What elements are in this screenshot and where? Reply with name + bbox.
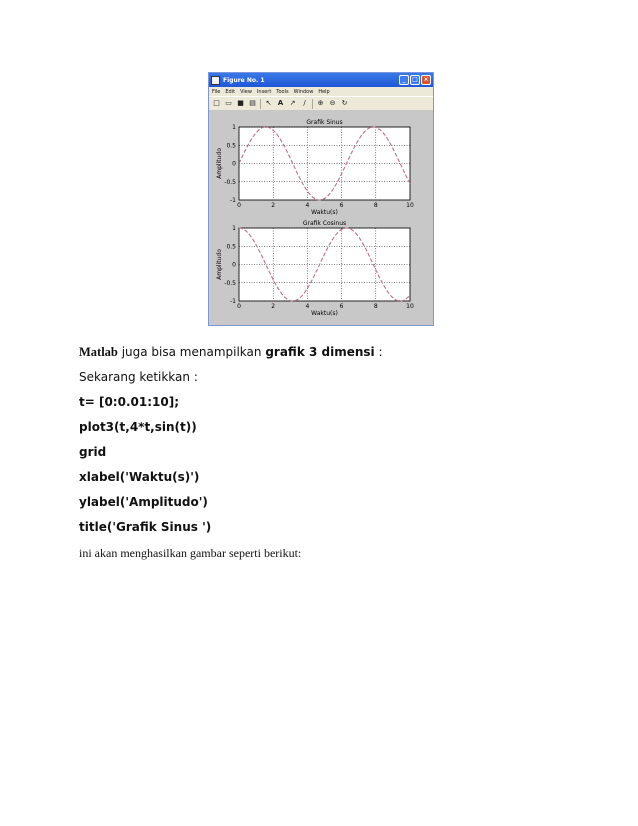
- x-axis-label: Waktu(s): [311, 310, 338, 317]
- code-line-2: plot3(t,4*t,sin(t)): [79, 420, 197, 434]
- code-line-3: grid: [79, 445, 107, 459]
- y-axis-label: Amplitudo: [216, 249, 223, 280]
- window-title: Figure No. 1: [223, 76, 265, 84]
- arrow-icon[interactable]: ↗: [289, 99, 296, 107]
- minimize-button[interactable]: _: [399, 75, 409, 85]
- close-button[interactable]: ×: [421, 75, 431, 85]
- plot-area: [209, 110, 433, 326]
- print-icon[interactable]: ▤: [249, 99, 256, 107]
- x-tick-label: 10: [406, 202, 414, 209]
- y-tick-label: 0: [232, 160, 236, 168]
- y-tick-label: 1: [232, 225, 236, 232]
- y-tick-label: 0.5: [226, 142, 236, 150]
- y-tick-label: -1: [230, 197, 236, 204]
- y-tick-label: -1: [230, 298, 236, 305]
- x-tick-label: 10: [406, 303, 414, 310]
- y-tick-label: 1: [232, 124, 236, 131]
- rotate-icon[interactable]: ↻: [341, 99, 348, 107]
- code-line-4: xlabel('Waktu(s)'): [79, 470, 200, 484]
- menu-view[interactable]: View: [240, 88, 252, 95]
- x-tick-label: 4: [305, 303, 310, 310]
- x-tick-label: 8: [373, 303, 378, 310]
- window-titlebar[interactable]: [209, 73, 433, 87]
- chart-title: Grafik Cosinus: [302, 220, 347, 227]
- code-line-5: ylabel('Amplitudo'): [79, 495, 208, 509]
- x-tick-label: 6: [339, 303, 344, 310]
- code-line-1: t= [0:0.01:10];: [79, 395, 179, 409]
- menu-tools[interactable]: Tools: [276, 88, 289, 95]
- x-tick-label: 2: [271, 202, 276, 209]
- x-tick-label: 0: [237, 303, 241, 310]
- maximize-button[interactable]: □: [410, 75, 420, 85]
- matlab-app-icon: [211, 76, 220, 85]
- pointer-icon[interactable]: ↖: [265, 99, 272, 107]
- chart-title: Grafik Sinus: [306, 119, 343, 126]
- text-icon[interactable]: A: [277, 99, 284, 107]
- closing-text: ini akan menghasilkan gambar seperti berikut:: [79, 546, 302, 560]
- zoom-out-icon[interactable]: ⊖: [329, 99, 336, 107]
- open-folder-icon[interactable]: ▭: [225, 99, 232, 107]
- figure-toolbar: [209, 96, 433, 111]
- menu-bar: [209, 87, 433, 96]
- sine-chart: [216, 119, 414, 216]
- y-tick-label: 0.5: [226, 243, 236, 251]
- y-axis-label: Amplitudo: [216, 148, 223, 179]
- intro-paragraph: [79, 345, 383, 360]
- y-tick-label: -0.5: [224, 279, 236, 287]
- new-file-icon[interactable]: □: [213, 99, 220, 107]
- x-axis-label: Waktu(s): [311, 209, 338, 216]
- matlab-figure-window: [208, 72, 434, 326]
- x-tick-label: 6: [339, 202, 344, 209]
- intro-bold: grafik 3 dimensi: [265, 345, 375, 359]
- toolbar-separator: [312, 99, 313, 109]
- instruction-text: Sekarang ketikkan :: [79, 370, 198, 384]
- x-tick-label: 2: [271, 303, 276, 310]
- menu-edit[interactable]: Edit: [225, 88, 236, 95]
- cosine-chart: [216, 220, 414, 317]
- menu-help[interactable]: Help: [318, 88, 330, 95]
- intro-text: juga bisa menampilkan: [117, 345, 266, 359]
- y-tick-label: 0: [232, 261, 236, 269]
- line-icon[interactable]: /: [303, 99, 306, 107]
- menu-window[interactable]: Window: [293, 88, 314, 95]
- save-icon[interactable]: ■: [237, 99, 244, 107]
- intro-end: :: [374, 345, 383, 359]
- menu-file[interactable]: File: [212, 88, 221, 95]
- x-tick-label: 0: [237, 202, 241, 209]
- y-tick-label: -0.5: [224, 178, 236, 186]
- matlab-word: Matlab: [79, 345, 118, 359]
- toolbar-separator: [260, 99, 261, 109]
- x-tick-label: 8: [373, 202, 378, 209]
- menu-insert[interactable]: Insert: [256, 88, 272, 95]
- zoom-in-icon[interactable]: ⊕: [317, 99, 324, 107]
- code-line-6: title('Grafik Sinus '): [79, 520, 212, 534]
- x-tick-label: 4: [305, 202, 310, 209]
